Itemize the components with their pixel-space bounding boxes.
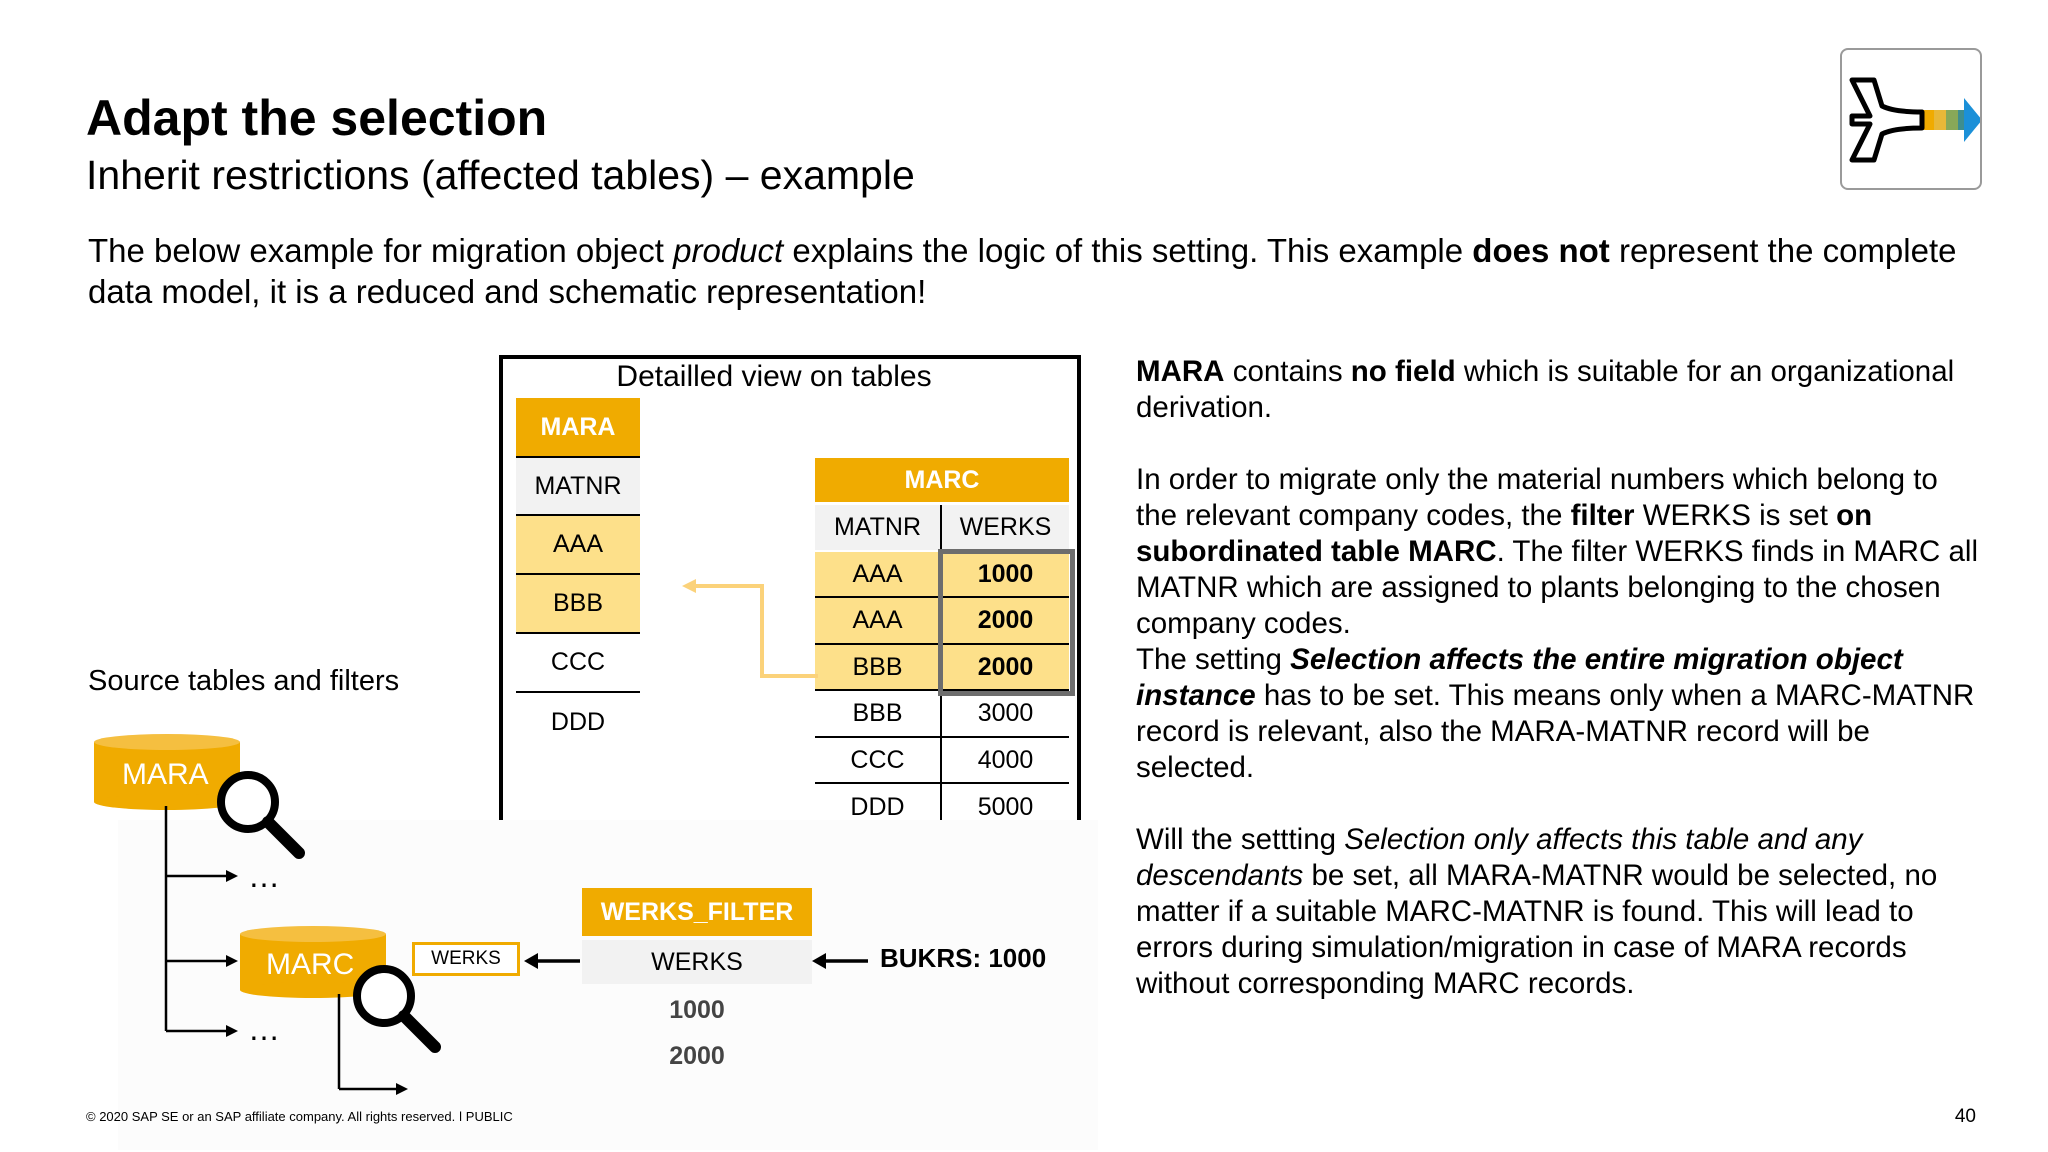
explanation-text: MARA contains no field which is suitable for an organizational derivation. In order to migrate only the material numbers which belong to the relevant company codes, the filter WERKS is set on subordinated table MARC. The filter WERKS finds in MARC all MATNR which are assigned to plants belonging to the chosen company codes. The setting Selection affects the entire migration object instance has to be set. This means only when a MARC-MATNR record is relevant, also the MARA-MATNR record will be selected. Will the settting Selection only affects this table and any descendants be set, all MARA-MATNR would be selected, no matter if a suitable MARC-MATNR is found. This will lead to errors during simulation/migration in case of MARA records without corresponding MARC records. xyxy=(1136,355,1978,1000)
magnifier-icon xyxy=(212,766,312,866)
marc-cell-werks: 1000 xyxy=(942,552,1069,598)
mara-row: AAA xyxy=(516,516,640,575)
page-title: Adapt the selection xyxy=(86,90,548,146)
detail-view-title: Detailled view on tables xyxy=(616,360,932,393)
mara-row: DDD xyxy=(550,708,606,736)
page-number: 40 xyxy=(1954,1106,1976,1127)
mara-column-header: MATNR xyxy=(516,456,640,516)
source-tables-label: Source tables and filters xyxy=(88,665,400,697)
mara-table-header: MARA xyxy=(516,398,640,456)
marc-cell-matnr: AAA xyxy=(815,552,942,598)
marc-cell-werks: 2000 xyxy=(942,645,1069,691)
werks-filter-tag: WERKS xyxy=(412,942,520,976)
copyright-footer: © 2020 SAP SE or an SAP affiliate company. All rights reserved. ǀ PUBLIC xyxy=(86,1109,513,1124)
intro-paragraph: The below example for migration object product explains the logic of this setting. This example does not represent the complete data model, it is a reduced and schematic representation! xyxy=(88,232,1957,310)
mara-db-label: MARA xyxy=(122,758,209,791)
marc-cell-werks: 3000 xyxy=(942,691,1069,738)
ellipsis: … xyxy=(248,1011,280,1047)
werks-filter-value: 1000 xyxy=(669,995,725,1024)
mara-row: CCC xyxy=(516,634,640,693)
marc-cell-werks: 2000 xyxy=(942,598,1069,645)
werks-filter-header: WERKS_FILTER xyxy=(582,888,812,936)
werks-filter-value: 2000 xyxy=(669,1041,725,1070)
marc-cell-werks: 5000 xyxy=(977,792,1034,821)
marc-db-label: MARC xyxy=(266,948,355,981)
marc-column-werks: WERKS xyxy=(942,505,1069,550)
werks-filter-column: WERKS xyxy=(582,940,812,984)
marc-cell-werks: 4000 xyxy=(942,738,1069,784)
ellipsis: … xyxy=(248,858,280,894)
marc-cell-matnr: BBB xyxy=(815,645,942,691)
bukrs-value: BUKRS: 1000 xyxy=(880,943,1047,973)
marc-cell-matnr: AAA xyxy=(815,598,942,645)
marc-cell-matnr: BBB xyxy=(815,691,942,738)
marc-cell-matnr: DDD xyxy=(815,784,942,830)
marc-table-header: MARC xyxy=(815,458,1069,502)
marc-column-matnr: MATNR xyxy=(815,505,942,550)
page-subtitle: Inherit restrictions (affected tables) – example xyxy=(86,152,915,198)
marc-cell-matnr: CCC xyxy=(815,738,942,784)
mara-row: BBB xyxy=(516,575,640,634)
